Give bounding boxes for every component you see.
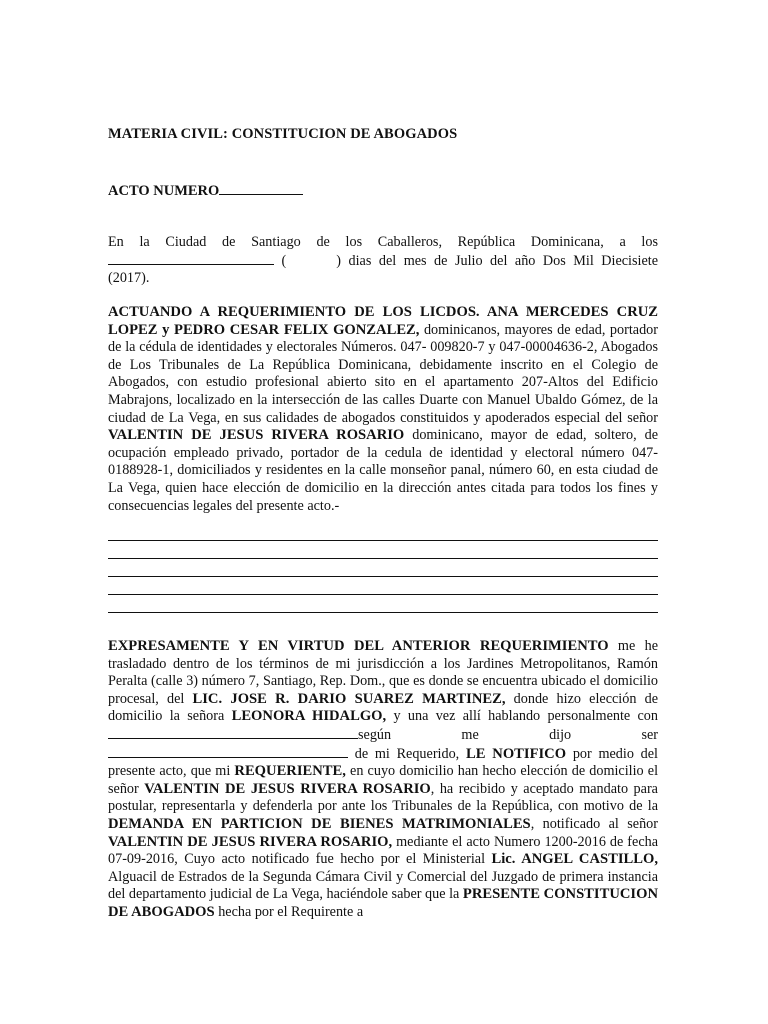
blank-line: [108, 576, 658, 577]
relation-blank: [108, 745, 348, 758]
actuando-paragraph: [108, 304, 658, 515]
expresamente-text-11: Alguacil de Estrados de la Segunda Cámara Civil y Comercial del Juzgado de primera instancia del departamento judicial de La Vega, haciéndole saber que la: [108, 868, 658, 903]
actuando-heading: ACTUANDO A REQUERIMIENTO DE LOS LICDOS. ANA MERCEDES CRUZ LOPEZ y PEDRO CESAR FELIX GONZALEZ,: [108, 304, 658, 338]
expresamente-text-9: , notificado al señor: [530, 815, 658, 832]
requeriente: REQUERIENTE,: [234, 763, 346, 780]
expresamente-text-6: por medio del presente acto, que mi: [108, 745, 658, 780]
person-blank: [108, 726, 358, 739]
actuando-text-2: dominicano, mayor de edad, soltero, de ocupación empleado privado, portador de la cedula de identidad y electoral número 047- 0188928-1, domiciliados y residentes en la calle monseñor panal, número 60, en esta ciudad de La Vega, quien hace elección de domicilio en la dirección antes citada para todos los fines y consecuencias legales del presente acto.-: [108, 427, 658, 514]
intro-text-2: (: [281, 252, 287, 269]
blank-line: [108, 612, 658, 613]
document-title: MATERIA CIVIL: CONSTITUCION DE ABOGADOS: [108, 126, 458, 142]
expresamente-text-8: , ha recibido y aceptado mandato para postular, representarla y defenderla por ante los Tribunales de la República, con motivo de la: [108, 780, 658, 815]
constitucion-title: PRESENTE CONSTITUCION DE ABOGADOS: [108, 886, 658, 920]
expresamente-text-4: según me dijo ser: [358, 726, 658, 743]
client-name-3: VALENTIN DE JESUS RIVERA ROSARIO,: [108, 833, 393, 850]
blank-line: [108, 558, 658, 559]
leonora-name: LEONORA HIDALGO,: [231, 708, 387, 725]
blank-lines: [108, 540, 658, 630]
intro-text-1: En la Ciudad de Santiago de los Caballeros, República Dominicana, a los: [108, 234, 658, 250]
day-words-blank: [108, 252, 274, 265]
expresamente-text-12: hecha por el Requirente a: [214, 903, 364, 920]
expresamente-text-2: donde hizo elección de domicilio la señora: [108, 690, 658, 725]
expresamente-text-1: me he trasladado dentro de los términos de mi jurisdicción a los Jardines Metropolitanos, Ramón Peralta (calle 3) número 7, Santiago, Rep. Dom., que es donde se encuentra ubicado el domicilio procesal, del: [108, 638, 658, 707]
client-name: VALENTIN DE JESUS RIVERA ROSARIO: [108, 427, 405, 444]
expresamente-text-7: en cuyo domicilio han hecho elección de domicilio el señor: [108, 763, 659, 797]
actuando-text-1: dominicanos, mayores de edad, portador de la cédula de identidades y electorales Números. 047- 009820-7 y 047-00004636-2, Abogados de Los Tribunales de La República Dominicana, debidamente inscrito en el Colegio de Abogados, con estudio profesional abierto sito en el apartamento 207-Altos del Edificio Mabrajons, localizado en la intersección de las calles Duarte con Manuel Ubaldo Gómez, de la ciudad de La Vega, en sus calidades de abogados constituidos y apoderados especial del señor: [108, 321, 658, 426]
client-name-2: VALENTIN DE JESUS RIVERA ROSARIO: [144, 780, 431, 797]
le-notifico: LE NOTIFICO: [465, 745, 567, 762]
lawyer-name: LIC. JOSE R. DARIO SUAREZ MARTINEZ,: [192, 690, 506, 707]
intro-text-3: ) dias del mes de Julio del año Dos Mil Diecisiete (2017).: [108, 252, 658, 287]
acto-numero: [108, 182, 303, 200]
acto-numero-blank: [219, 182, 303, 195]
acto-numero-label: ACTO NUMERO: [108, 183, 220, 199]
expresamente-text-5: de mi Requerido,: [348, 745, 466, 762]
demanda-title: DEMANDA EN PARTICION DE BIENES MATRIMONIALES: [108, 815, 531, 832]
intro-paragraph: [108, 234, 658, 288]
expresamente-heading: EXPRESAMENTE Y EN VIRTUD DEL ANTERIOR REQUERIMIENTO: [108, 638, 609, 654]
expresamente-paragraph: [108, 638, 658, 922]
expresamente-text-10: mediante el acto Numero 1200-2016 de fecha 07-09-2016, Cuyo acto notificado fue hecho por el Ministerial: [108, 833, 659, 868]
expresamente-text-3: y una vez allí hablando personalmente con: [386, 708, 658, 725]
ministerial-name: Lic. ANGEL CASTILLO,: [491, 851, 658, 868]
blank-line: [108, 540, 658, 541]
blank-line: [108, 594, 658, 595]
